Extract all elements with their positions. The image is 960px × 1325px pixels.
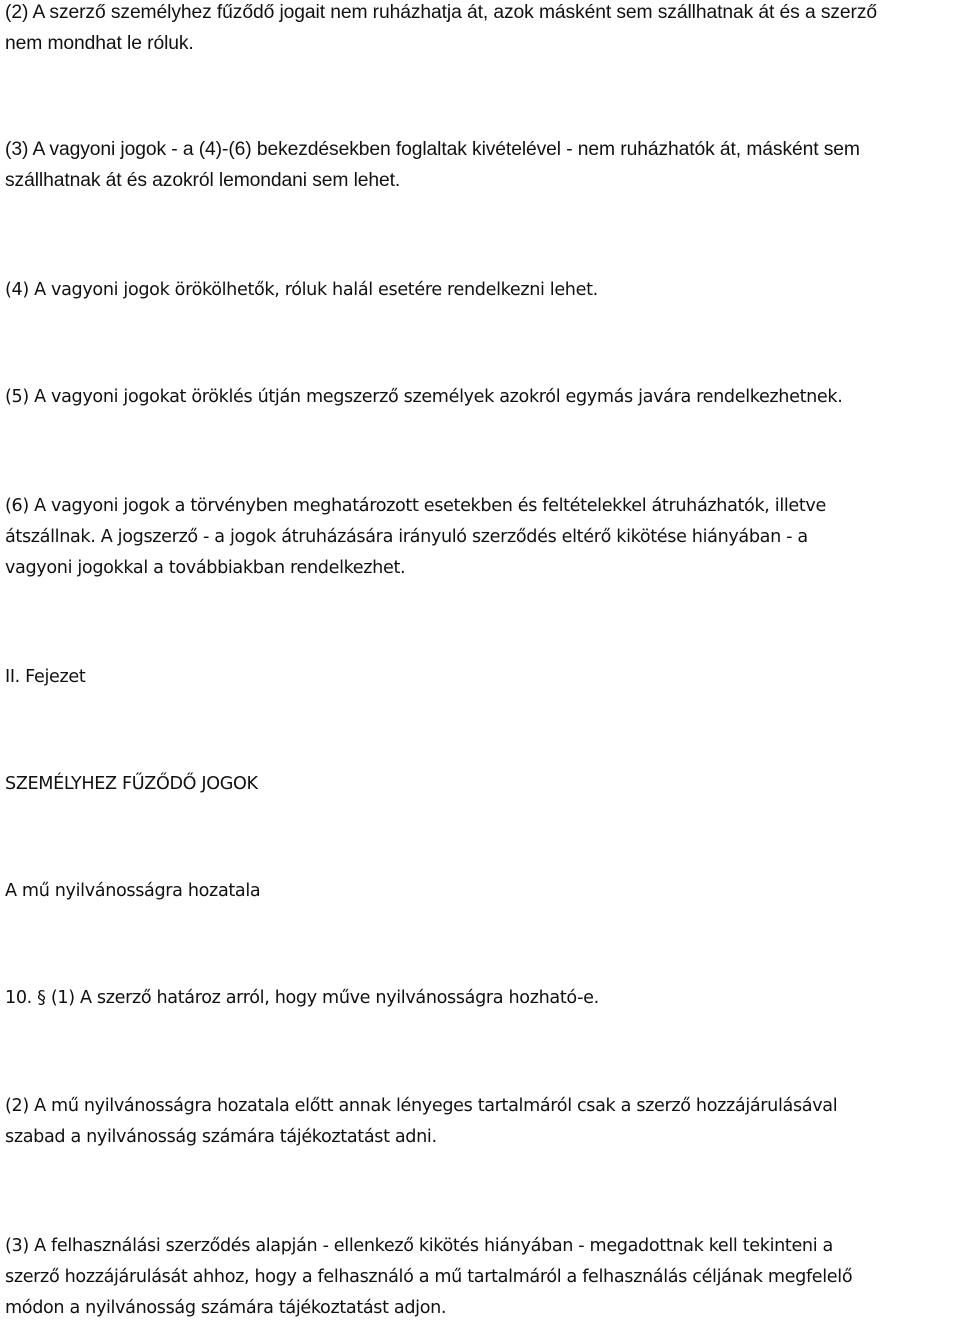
text-line: módon a nyilvánosság számára tájékoztatást adjon.	[5, 1298, 447, 1318]
section-10-paragraph-3	[5, 1231, 955, 1324]
section-title	[5, 876, 955, 907]
text-line: (3) A felhasználási szerződés alapján - ellenkező kikötés hiányában - megadottnak kell tekinteni a	[5, 1236, 833, 1256]
paragraph-5	[5, 382, 955, 413]
text-line: A mű nyilvánosságra hozatala	[5, 881, 261, 901]
text-line: (5) A vagyoni jogokat öröklés útján megszerző személyek azokról egymás javára rendelkezhetnek.	[5, 387, 843, 407]
text-line: (6) A vagyoni jogok a törvényben meghatározott esetekben és feltételekkel átruházhatók, illetve	[5, 496, 826, 516]
paragraph-2	[5, 0, 955, 59]
text-line: szerző hozzájárulását ahhoz, hogy a felhasználó a mű tartalmáról a felhasználás céljának megfelelő	[5, 1267, 853, 1287]
paragraph-4	[5, 275, 955, 306]
text-line: II. Fejezet	[5, 667, 86, 687]
section-10-paragraph-2	[5, 1091, 955, 1153]
chapter-title	[5, 769, 955, 800]
text-line: vagyoni jogokkal a továbbiakban rendelkezhet.	[5, 558, 406, 578]
paragraph-6	[5, 491, 955, 584]
paragraph-3	[5, 134, 955, 196]
text-line: szabad a nyilvánosság számára tájékoztatást adni.	[5, 1127, 437, 1147]
section-10-paragraph-1	[5, 983, 955, 1014]
text-line: (2) A mű nyilvánosságra hozatala előtt annak lényeges tartalmáról csak a szerző hozzájárulásával	[5, 1096, 838, 1116]
text-line: nem mondhat le róluk.	[5, 33, 194, 54]
text-line: (4) A vagyoni jogok örökölhetők, róluk halál esetére rendelkezni lehet.	[5, 280, 598, 300]
text-line: (2) A szerző személyhez fűződő jogait nem ruházhatja át, azok másként sem szállhatnak át és a szerző	[5, 2, 878, 23]
text-line: szállhatnak át és azokról lemondani sem lehet.	[5, 170, 401, 191]
text-line: 10. § (1) A szerző határoz arról, hogy műve nyilvánosságra hozható-e.	[5, 988, 599, 1008]
text-line: SZEMÉLYHEZ FŰZŐDŐ JOGOK	[5, 774, 258, 794]
text-line: (3) A vagyoni jogok - a (4)-(6) bekezdésekben foglaltak kivételével - nem ruházhatók át, másként sem	[5, 139, 860, 160]
chapter-heading	[5, 662, 955, 693]
text-line: átszállnak. A jogszerző - a jogok átruházására irányuló szerződés eltérő kikötése hiányában - a	[5, 527, 808, 547]
